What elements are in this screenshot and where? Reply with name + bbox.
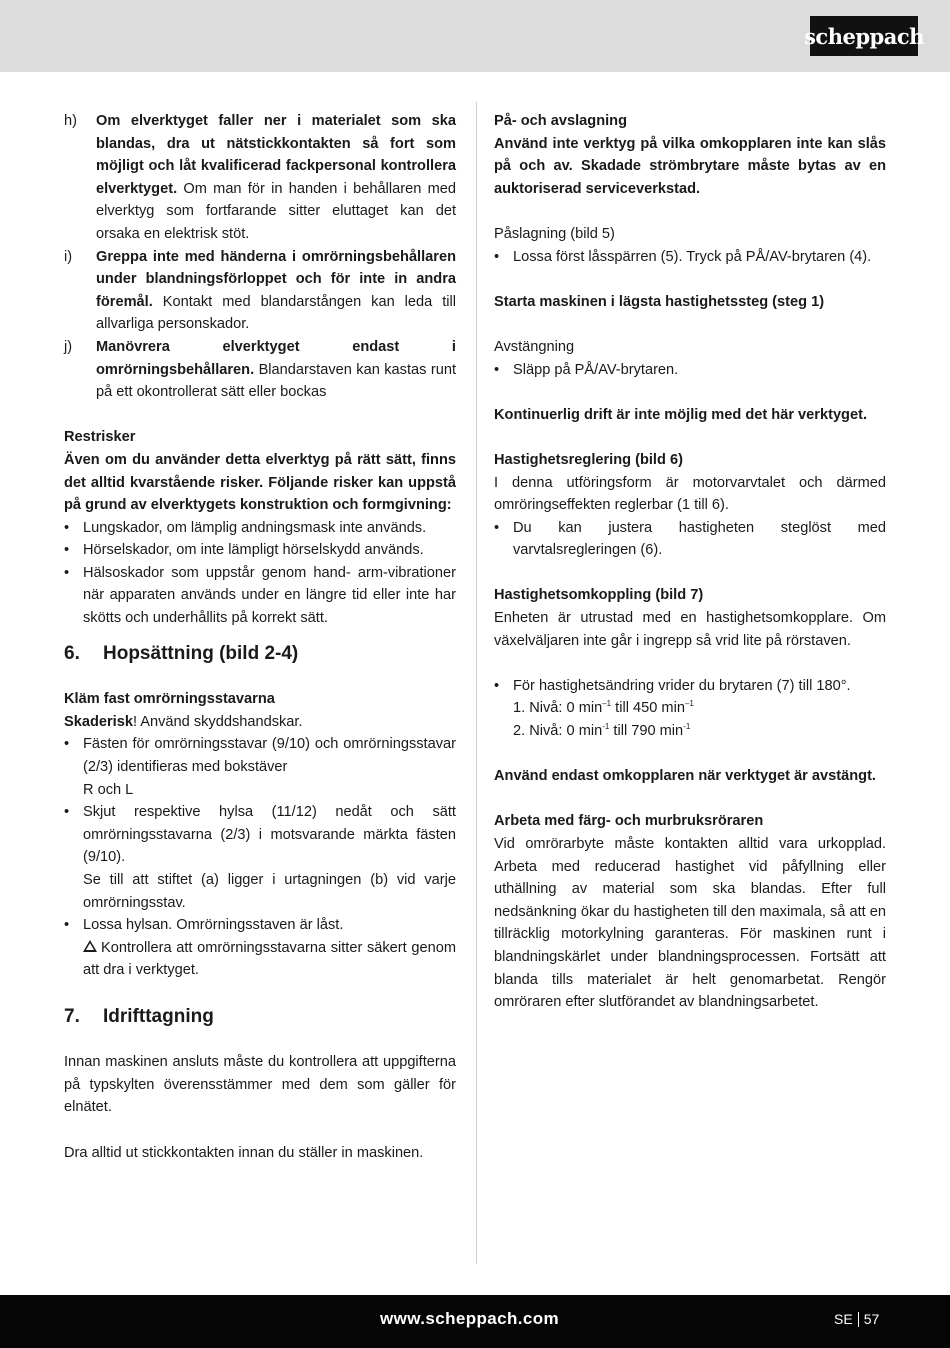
restrisk-bullet: • Lungskador, om lämplig andningsmask inte används. [64, 519, 427, 536]
speed-level-1: 1. Nivå: 0 $\min^{-1}$ till 450 $\min^{-1}$ [513, 699, 694, 717]
paslagning-bullet: • Lossa först låsspärren (5). Tryck på PÅ/AV-brytaren (4). [494, 248, 872, 265]
restrisker-title: Restrisker [64, 429, 136, 446]
warning-triangle-icon [83, 940, 97, 952]
restrisker-intro: Även om du använder detta elverktyg på rätt sätt, finns det alltid kvarstående risker. Följande risker kan uppstå på grund av elverktygets konstruktion och formgivning: [64, 451, 456, 514]
pa-av-title: På- och avslagning [494, 113, 627, 129]
paslagning-title: Påslagning (bild 5) [494, 225, 615, 242]
page-header [0, 0, 950, 72]
restrisk-bullet: • Hörselskador, om inte lämpligt hörselskydd används. [64, 542, 424, 559]
arbeta-text: Vid omrörarbyte måste kontakten alltid vara urkopplad. Arbeta med reducerad hastighet vid påfyllning eller uthällning av material som ska blandas. Efter full nedsänkning ökar du hastigheten till den maximala, så att en tillräcklig motorkylning garanteras. För maskinen runt i blandningskärlet under blandningsprocessen. Fortsätt att blanda tills materialet är helt genomarbetat. Rengör omröraren efter slutförandet av blandningsarbetet. [494, 836, 886, 1011]
avstangning-bullet: • Släpp på PÅ/AV-brytaren. [494, 361, 679, 378]
hastighetsomkoppling-title: Hastighetsomkoppling (bild 7) [494, 587, 704, 604]
website-link[interactable]: www.scheppach.com [380, 1309, 560, 1328]
scheppach-logo: scheppach [810, 16, 918, 56]
hastighetsomkoppling-bullet: • För hastighetsändring vrider du brytaren (7) till 180°. [494, 677, 851, 694]
section-7-paragraph: Dra alltid ut stickkontakten innan du ställer in maskinen. [64, 1144, 424, 1161]
column-divider [476, 102, 477, 1264]
page-footer [0, 1295, 950, 1348]
anvand-note: Använd endast omkopplaren när verktyget är avstängt. [494, 768, 876, 785]
starta-note: Starta maskinen i lägsta hastighetssteg (steg 1) [494, 293, 825, 310]
hastighetsreglering-title: Hastighetsreglering (bild 6) [494, 451, 683, 468]
section-6-subtitle: Kläm fast omrörningsstavarna [64, 691, 275, 708]
section-7-paragraph: Innan maskinen ansluts måste du kontrollera att uppgifterna på typskylten överensstämmer med dem som gäller för elnätet. [64, 1054, 456, 1116]
section-6-heading: 6. Hopsättning (bild 2-4) [64, 642, 299, 664]
arbeta-title: Arbeta med färg- och murbruksröraren [494, 813, 764, 830]
right-column [494, 110, 886, 1014]
left-column [64, 110, 456, 1164]
kontinuerlig-note: Kontinuerlig drift är inte möjlig med det här verktyget. [494, 406, 868, 423]
injury-warning: Skaderisk! Använd skyddshandskar. [64, 713, 303, 730]
list-item-j: j) Manövrera elverktyget endast i omrörningsbehållaren. Blandarstaven kan kastas runt på ett okontrollerat sätt eller bockas [64, 338, 456, 401]
list-item-i: i) Greppa inte med händerna i omrörningsbehållaren under blandningsförloppet och för inte in andra föremål. Kontakt med blandarstången kan leda till allvarliga personskador. [64, 248, 456, 333]
mount-bullet: • Skjut respektive hylsa (11/12) nedåt och sätt omrörningsstavarna (2/3) i motsvarande märkta fästen (9/10). Se till att stiftet (a) ligger i urtagningen (b) vid varje omrörningsstav. [64, 804, 456, 911]
list-item-h: h) Om elverktyget faller ner i materialet som ska blandas, dra ut nätstickkontakten så fort som möjligt och låt kvalificerad fackpersonal kontrollera elverktyget. Om man för in handen i behållaren med elverktyg som fortfarande sitter eluttaget kan det orsaka en elektrisk stöt. [64, 113, 456, 242]
mount-bullet: • Lossa hylsan. Omrörningsstaven är låst. Kontrollera att omrörningsstavarna sitter säkert genom att dra i verktyget. [64, 917, 456, 979]
hastighetsreglering-text: I denna utföringsform är motorvarvtalet och därmed omröringseffekten reglerbar (1 till 6). [494, 474, 886, 514]
hastighetsomkoppling-text: Enheten är utrustad med en hastighetsomkopplare. Om växelväljaren inte går i ingrepp så vrid lite på rörstaven. [494, 610, 886, 649]
mount-bullet: • Fästen för omrörningsstavar (9/10) och omrörningsstavar (2/3) identifieras med bokstäver R och L [64, 736, 456, 798]
speed-level-2: 2. Nivå: 0 $\min^{-1}$ till 790 $\min^{-1}$ [513, 722, 691, 740]
hastighetsreglering-bullet: • Du kan justera hastigheten steglöst med varvtalsregleringen (6). [494, 519, 886, 559]
avstangning-title: Avstängning [494, 338, 575, 355]
restrisk-bullet: • Hälsoskador som uppstår genom hand- arm-vibrationer när apparaten används under en längre tid eller inte har skötts och underhållits på korrekt sätt. [64, 564, 456, 627]
page-number: SE 57 [834, 1311, 880, 1327]
pa-av-text: Använd inte verktyg på vilka omkopplaren inte kan slås på och av. Skadade strömbrytare måste bytas av en auktoriserad serviceverkstad. [494, 135, 886, 197]
section-7-heading: 7. Idrifttagning [64, 1005, 214, 1027]
